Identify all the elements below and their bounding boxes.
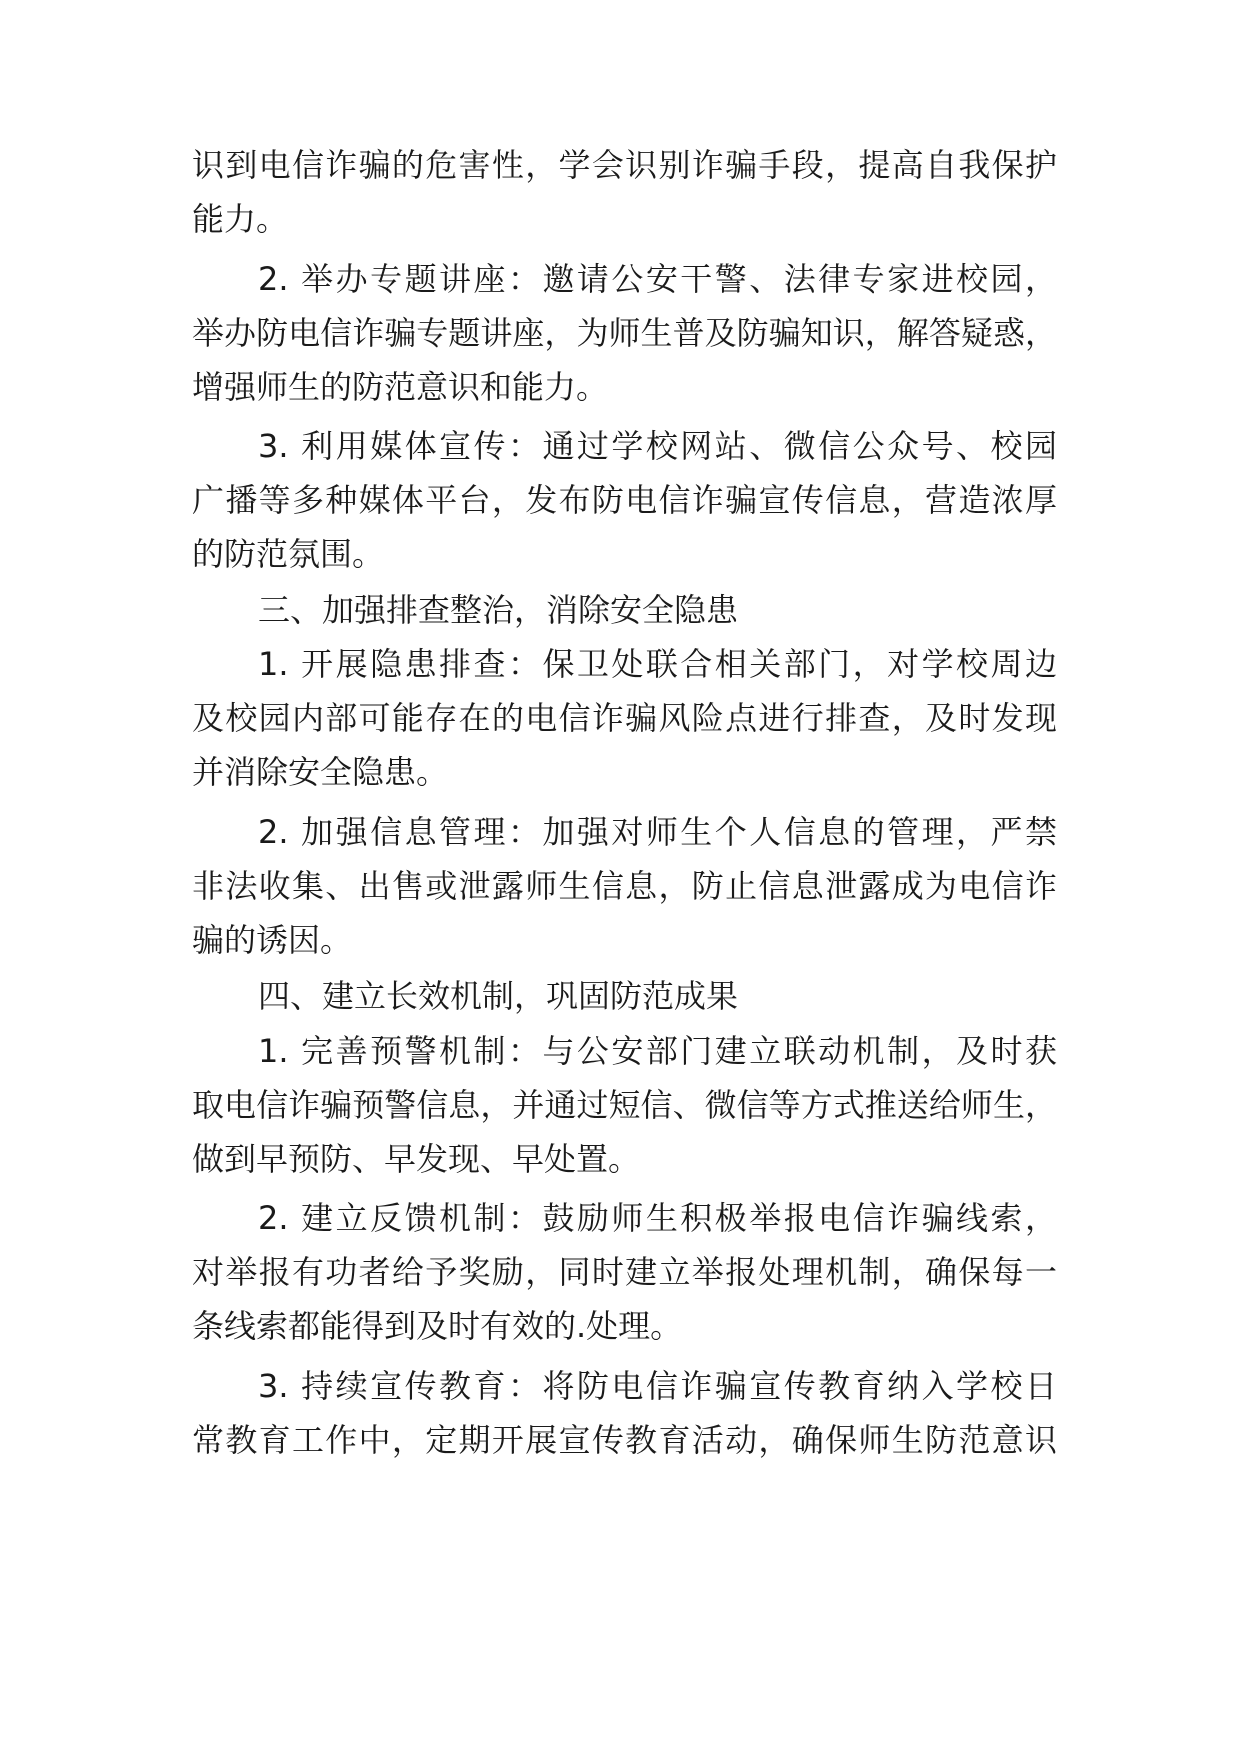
- text-line: 并消除安全隐患。: [192, 753, 449, 791]
- text-line: 2. 举办专题讲座：邀请公安干警、法律专家进校园，: [258, 260, 1057, 298]
- section-heading: 三、加强排查整治，消除安全隐患: [258, 591, 739, 629]
- text-line: 做到早预防、早发现、早处置。: [192, 1140, 641, 1178]
- text-line: 骗的诱因。: [192, 921, 353, 959]
- text-line: 1. 完善预警机制：与公安部门建立联动机制，及时获: [258, 1032, 1057, 1070]
- text-line: 2. 建立反馈机制：鼓励师生积极举报电信诈骗线索，: [258, 1199, 1057, 1237]
- section-heading: 四、建立长效机制，巩固防范成果: [258, 977, 739, 1015]
- text-line: 对举报有功者给予奖励，同时建立举报处理机制，确保每一: [192, 1253, 1057, 1291]
- text-line: 举办防电信诈骗专题讲座，为师生普及防骗知识，解答疑惑，: [192, 314, 1057, 352]
- text-line: 条线索都能得到及时有效的.处理。: [192, 1307, 683, 1345]
- text-line: 非法收集、出售或泄露师生信息，防止信息泄露成为电信诈: [192, 867, 1057, 905]
- text-line: 1. 开展隐患排查：保卫处联合相关部门，对学校周边: [258, 645, 1057, 683]
- text-line: 增强师生的防范意识和能力。: [192, 368, 609, 406]
- text-line: 广播等多种媒体平台，发布防电信诈骗宣传信息，营造浓厚: [192, 481, 1057, 519]
- text-line: 3. 利用媒体宣传：通过学校网站、微信公众号、校园: [258, 427, 1057, 465]
- text-line: 及校园内部可能存在的电信诈骗风险点进行排查，及时发现: [192, 699, 1057, 737]
- text-line: 的防范氛围。: [192, 535, 385, 573]
- text-line: 识到电信诈骗的危害性，学会识别诈骗手段，提高自我保护: [192, 146, 1057, 184]
- text-line: 取电信诈骗预警信息，并通过短信、微信等方式推送给师生，: [192, 1086, 1057, 1124]
- text-line: 3. 持续宣传教育：将防电信诈骗宣传教育纳入学校日: [258, 1367, 1057, 1405]
- text-line: 能力。: [192, 200, 289, 238]
- text-line: 常教育工作中，定期开展宣传教育活动，确保师生防范意识: [192, 1421, 1057, 1459]
- text-line: 2. 加强信息管理：加强对师生个人信息的管理，严禁: [258, 813, 1057, 851]
